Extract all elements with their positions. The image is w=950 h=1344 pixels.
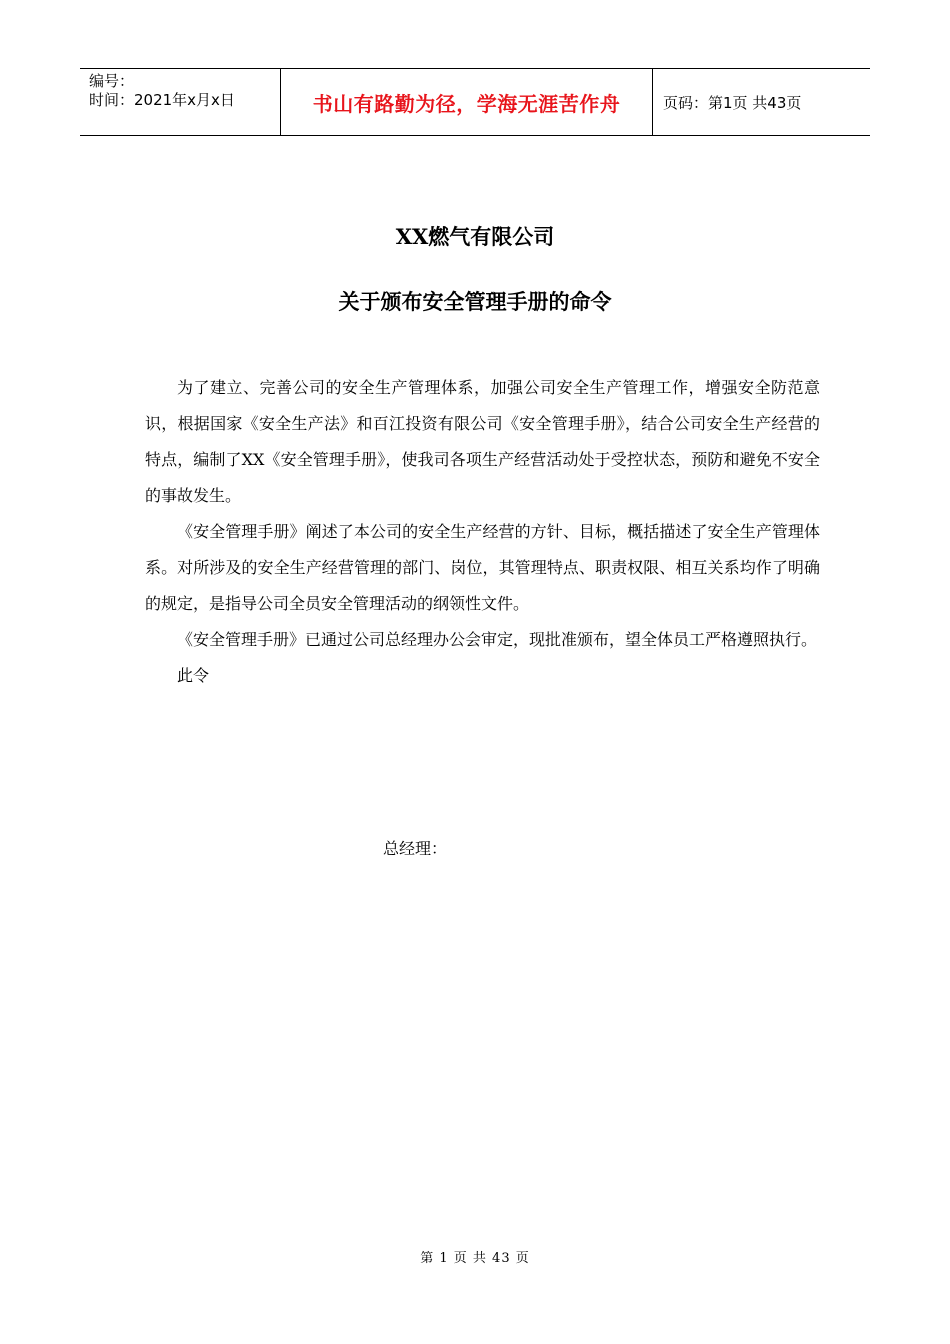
- document-subtitle: 关于颁布安全管理手册的命令: [338, 289, 612, 314]
- company-title: XX燃气有限公司: [395, 224, 555, 249]
- body-paragraph-closing: 此令: [177, 666, 210, 685]
- document-date-label: 时间：2021年x月x日: [89, 91, 235, 109]
- header-table: [80, 68, 870, 136]
- body-paragraph: 为了建立、完善公司的安全生产管理体系，加强公司安全生产管理工作，增强安全防范意识，根据国家《安全生产法》和百江投资有限公司《安全管理手册》，结合公司安全生产经营的特点，编制了XX《安全管理手册》，使我司各项生产经营活动处于受控状态，预防和避免不安全的事故发生。: [145, 378, 820, 505]
- page-footer: 第 1 页 共 43 页: [420, 1251, 530, 1266]
- document-body: [145, 370, 820, 694]
- body-paragraph: 《安全管理手册》已通过公司总经理办公会审定，现批准颁布，望全体员工严格遵照执行。: [177, 630, 818, 649]
- header-motto: 书山有路勤为径，学海无涯苦作舟: [312, 91, 621, 116]
- header-page-info: 页码：第1页 共43页: [663, 93, 802, 112]
- header-meta-cell: [80, 69, 281, 135]
- header-page-cell: [653, 69, 870, 135]
- document-number-label: 编号：: [89, 72, 135, 90]
- signature-label: 总经理：: [383, 839, 448, 858]
- body-paragraph: 《安全管理手册》阐述了本公司的安全生产经营的方针、目标，概括描述了安全生产管理体系。对所涉及的安全生产经营管理的部门、岗位，其管理特点、职责权限、相互关系均作了明确的规定，是指导公司全员安全管理活动的纲领性文件。: [145, 522, 820, 613]
- header-motto-cell: [281, 69, 653, 135]
